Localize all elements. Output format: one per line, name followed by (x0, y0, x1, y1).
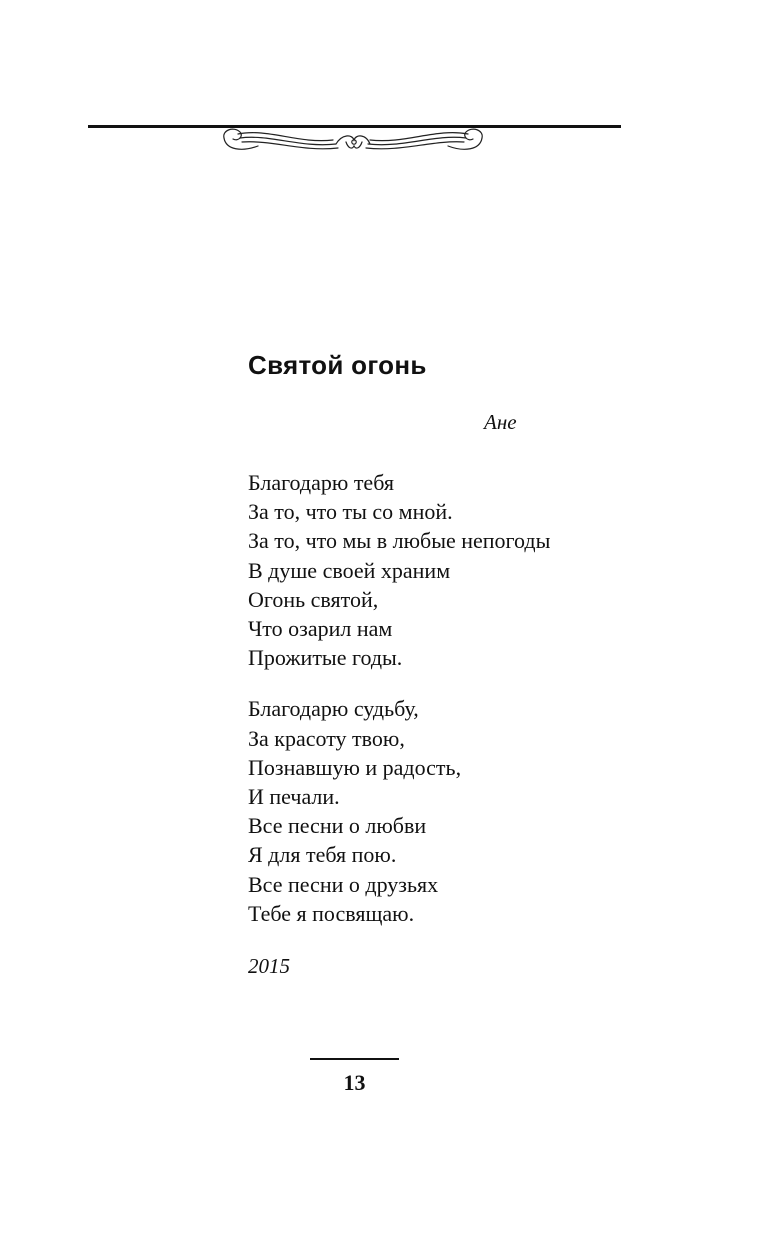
ornament-flourish (218, 122, 488, 162)
poem-line: Благодарю тебя (248, 470, 394, 495)
poem-line: Все песни о любви (248, 813, 427, 839)
poem-title: Святой огонь (248, 350, 427, 380)
poem-line: За то, что мы в любые непогоды (248, 528, 551, 554)
poem-line: Тебе я посвящаю. (248, 900, 415, 926)
poem-line: За то, что ты со мной. (248, 499, 453, 525)
stanza-2 (248, 694, 678, 928)
poem (248, 345, 678, 981)
poem-year: 2015 (248, 954, 290, 979)
poem-line: Огонь святой, (248, 586, 379, 612)
poem-line: За красоту твою, (248, 725, 405, 751)
poem-line: В душе своей храним (248, 557, 451, 583)
poem-line: Что озарил нам (248, 616, 393, 642)
page-number: 13 (343, 1070, 366, 1095)
poem-line: Познавшую и радость, (248, 754, 462, 780)
footer-rule (310, 1058, 399, 1060)
stanza-1 (248, 468, 678, 672)
poem-dedication: Ане (484, 410, 517, 434)
poem-line: Прожитые годы. (248, 645, 403, 671)
poem-line: Все песни о друзьях (248, 871, 439, 897)
poem-line: Я для тебя пою. (248, 842, 397, 868)
poem-line: Благодарю судьбу, (248, 696, 419, 722)
poem-line: И печали. (248, 784, 340, 810)
